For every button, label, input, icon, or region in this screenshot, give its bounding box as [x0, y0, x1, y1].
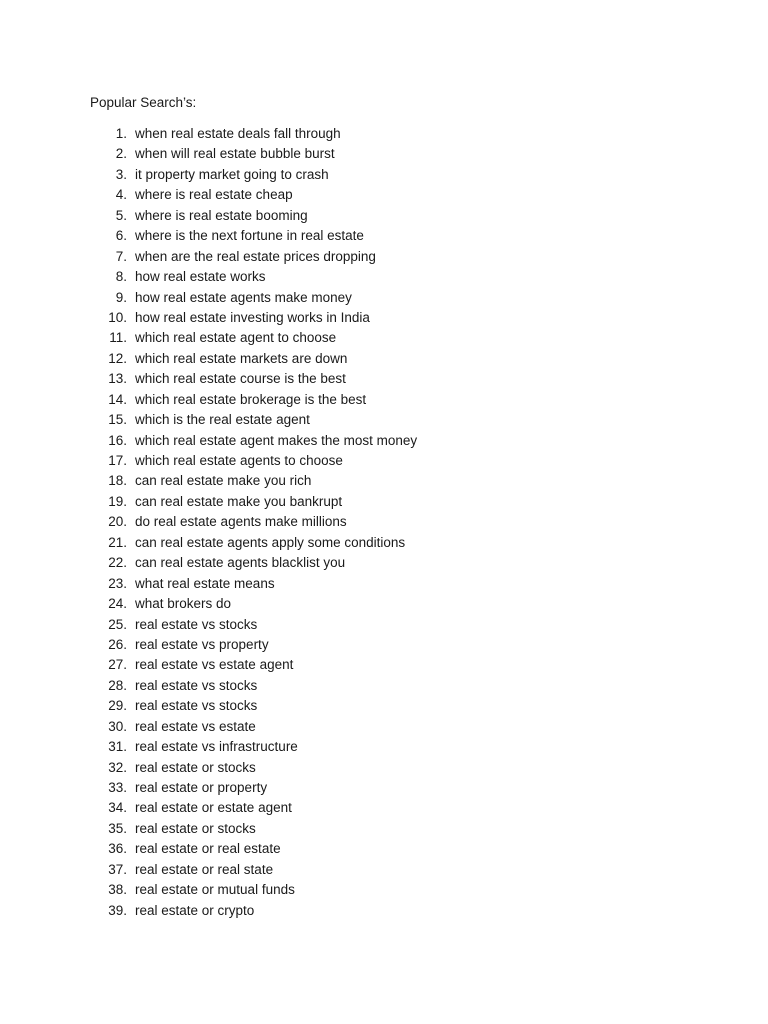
list-item-number: 28.: [108, 677, 127, 693]
list-item-number: 12.: [108, 350, 127, 366]
list-item-text: real estate vs stocks: [135, 677, 258, 693]
list-item-number: 30.: [108, 718, 127, 734]
list-item-number: 19.: [108, 493, 127, 509]
list-item-text: real estate or crypto: [135, 902, 255, 918]
list-item-text: real estate vs stocks: [135, 616, 258, 632]
list-item-text: real estate vs estate agent: [135, 657, 294, 673]
list-item-number: 35.: [108, 820, 127, 836]
list-item-text: real estate or stocks: [135, 759, 256, 775]
list-item-number: 25.: [108, 616, 127, 632]
list-item-number: 4.: [115, 187, 127, 203]
list-item-text: real estate or real estate: [135, 841, 281, 857]
list-item-text: which real estate markets are down: [135, 350, 348, 366]
list-item-text: which real estate agents to choose: [135, 453, 343, 468]
list-item-number: 6.: [115, 228, 127, 244]
list-item-text: real estate vs estate: [135, 718, 256, 734]
list-item-text: where is the next fortune in real estate: [135, 228, 364, 244]
list-item-text: which real estate agent makes the most money: [135, 432, 418, 448]
list-item-number: 21.: [108, 534, 127, 550]
list-item-number: 10.: [108, 309, 127, 325]
list-item-number: 3.: [115, 166, 127, 182]
list-item-text: when will real estate bubble burst: [135, 146, 335, 162]
list-item-text: when real estate deals fall through: [135, 126, 341, 141]
list-item-text: how real estate investing works in India: [135, 309, 370, 325]
list-item-text: where is real estate booming: [135, 207, 308, 223]
list-item-number: 14.: [108, 391, 127, 407]
list-item-number: 17.: [108, 453, 127, 468]
list-item-text: real estate or property: [135, 780, 268, 795]
page-heading: Popular Search’s:: [90, 95, 197, 110]
list-item-number: 29.: [108, 698, 127, 714]
list-item-text: real estate or stocks: [135, 820, 256, 836]
list-item-number: 26.: [108, 636, 127, 652]
list-item-number: 9.: [115, 289, 127, 305]
list-item-text: which real estate agent to choose: [135, 330, 337, 346]
list-item-number: 34.: [108, 800, 127, 816]
list-item-number: 16.: [108, 432, 127, 448]
list-item-text: real estate or real state: [135, 861, 274, 877]
list-item-text: what real estate means: [135, 575, 275, 591]
list-item-text: which real estate brokerage is the best: [135, 391, 367, 407]
list-item-number: 20.: [108, 514, 127, 530]
list-item-number: 37.: [108, 861, 127, 877]
list-item-text: where is real estate cheap: [135, 187, 293, 203]
list-item-text: real estate or mutual funds: [135, 882, 295, 898]
list-item-number: 38.: [108, 882, 127, 898]
list-item-text: which is the real estate agent: [135, 412, 310, 428]
list-item-text: can real estate make you rich: [135, 473, 312, 489]
list-item-number: 8.: [115, 269, 127, 285]
list-item-number: 22.: [108, 555, 127, 571]
list-item-number: 24.: [108, 596, 127, 612]
list-item-number: 39.: [108, 902, 127, 918]
list-item-number: 7.: [115, 248, 127, 264]
list-item-number: 15.: [108, 412, 127, 428]
list-item-text: what brokers do: [135, 596, 232, 612]
list-item-number: 31.: [108, 739, 127, 755]
list-item-text: how real estate works: [135, 269, 266, 285]
list-item-number: 23.: [108, 575, 127, 591]
list-item-text: it property market going to crash: [135, 166, 329, 182]
list-item-text: real estate vs infrastructure: [135, 739, 298, 755]
list-item-text: which real estate course is the best: [135, 371, 346, 387]
list-item-number: 33.: [108, 780, 127, 795]
list-item-number: 1.: [115, 126, 127, 141]
list-item-number: 36.: [108, 841, 127, 857]
list-item-text: real estate vs property: [135, 636, 269, 652]
list-item-text: can real estate agents blacklist you: [135, 555, 346, 571]
list-item-number: 5.: [115, 207, 127, 223]
list-item-number: 32.: [108, 759, 127, 775]
list-item-text: can real estate agents apply some conditions: [135, 534, 406, 550]
list-item-text: can real estate make you bankrupt: [135, 493, 343, 509]
list-item-number: 18.: [108, 473, 127, 489]
list-item-text: do real estate agents make millions: [135, 514, 347, 530]
list-item-text: when are the real estate prices dropping: [135, 248, 376, 264]
list-item-number: 11.: [109, 330, 127, 346]
list-item-number: 27.: [108, 657, 127, 673]
list-item-text: real estate vs stocks: [135, 698, 258, 714]
list-item-text: real estate or estate agent: [135, 800, 292, 816]
list-item-number: 13.: [108, 371, 127, 387]
list-item-number: 2.: [115, 146, 127, 162]
list-item-text: how real estate agents make money: [135, 289, 352, 305]
